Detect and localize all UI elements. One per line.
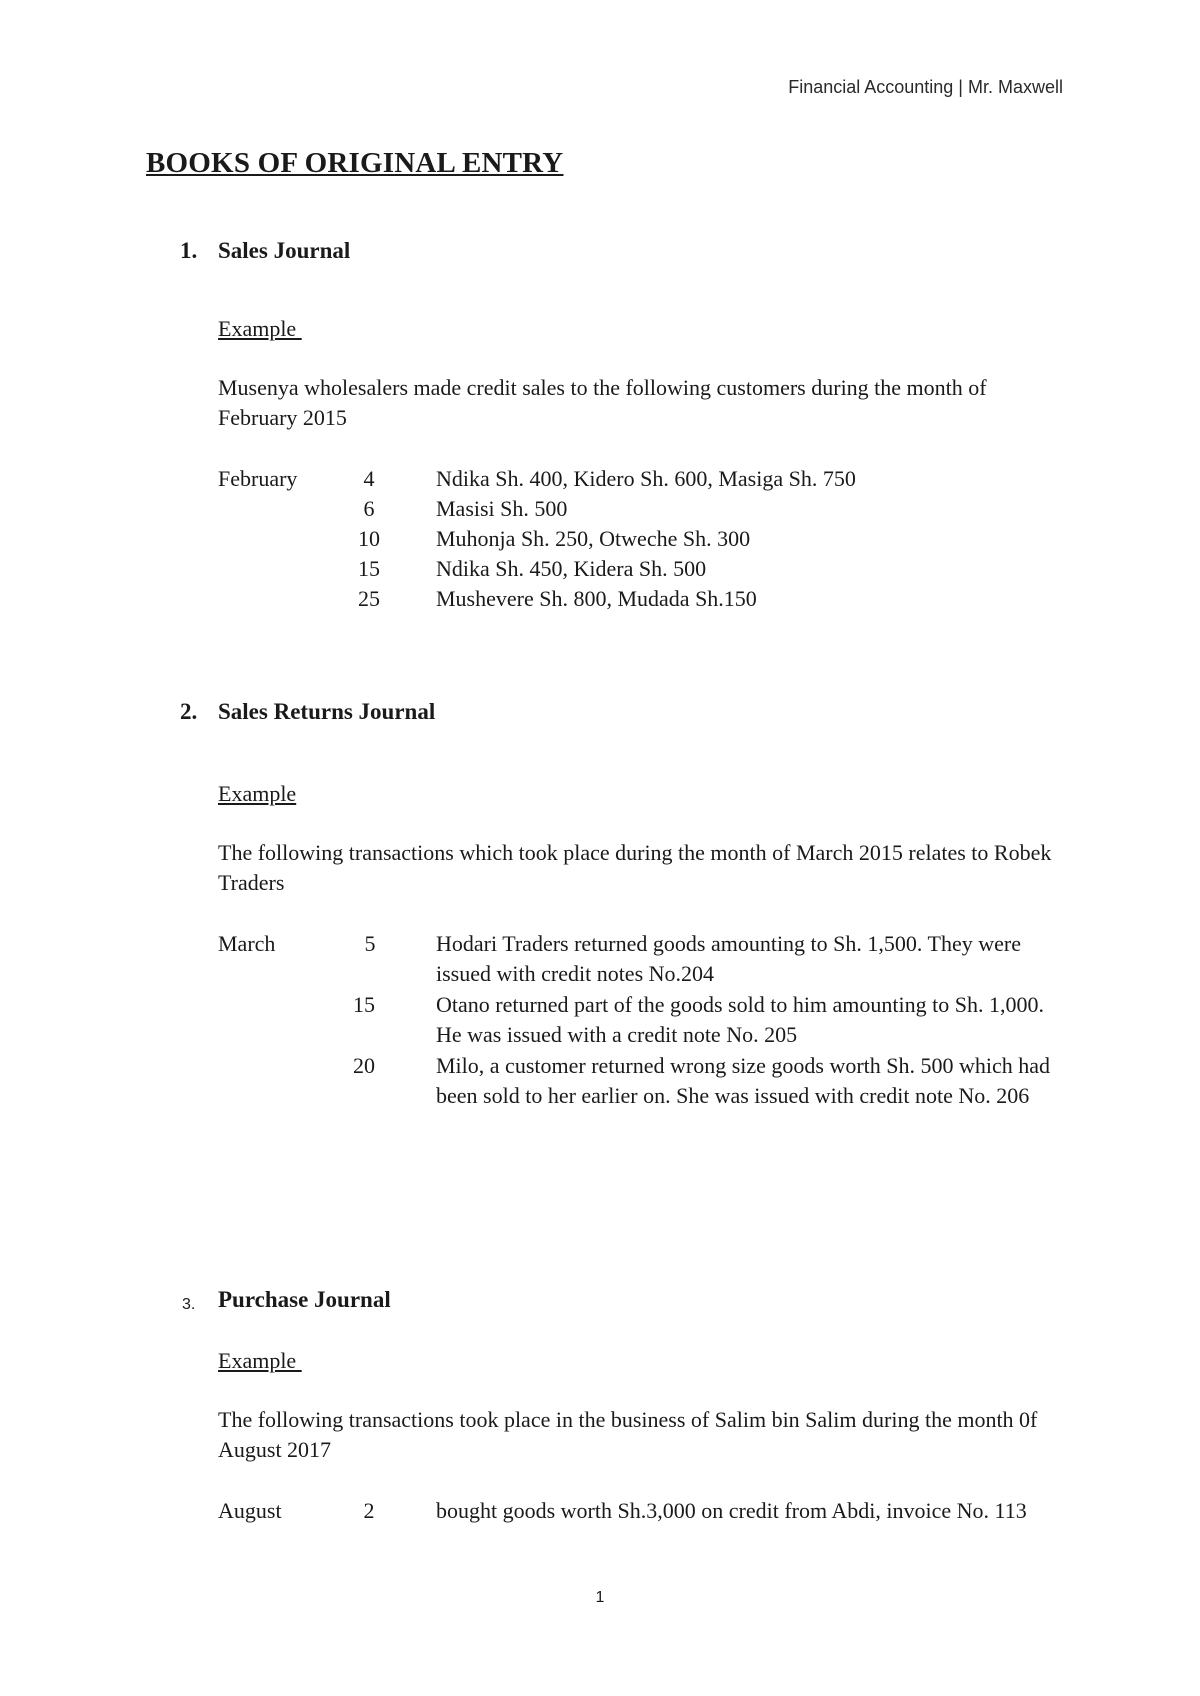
- entry-month: August: [218, 1498, 282, 1523]
- entry-text: Hodari Traders returned goods amounting to Sh. 1,500. They were issued with credit notes No.204: [436, 931, 1021, 986]
- entry-month: March: [218, 931, 276, 956]
- entry-text: Mushevere Sh. 800, Mudada Sh.150: [436, 586, 757, 611]
- section-number: 1.: [180, 238, 198, 263]
- entry-text: Milo, a customer returned wrong size goods worth Sh. 500 which had been sold to her earlier on. She was issued with credit note No. 206: [436, 1053, 1051, 1108]
- entry-day: 10: [358, 526, 380, 551]
- entry-text: Muhonja Sh. 250, Otweche Sh. 300: [436, 526, 751, 551]
- document-title: BOOKS OF ORIGINAL ENTRY: [146, 147, 564, 179]
- example-label: Example: [218, 781, 297, 806]
- section-title: Purchase Journal: [218, 1287, 391, 1312]
- page-header: Financial Accounting | Mr. Maxwell: [788, 77, 1063, 97]
- entry-day: 15: [353, 992, 375, 1017]
- section-number: 3.: [182, 1296, 196, 1313]
- section-title: Sales Journal: [218, 238, 351, 263]
- entry-day: 20: [353, 1053, 375, 1078]
- entry-text: Masisi Sh. 500: [436, 496, 568, 521]
- entry-day: 15: [358, 556, 380, 581]
- section-title: Sales Returns Journal: [218, 699, 436, 724]
- entry-text: Ndika Sh. 400, Kidero Sh. 600, Masiga Sh. 750: [436, 466, 856, 491]
- section-number: 2.: [180, 699, 198, 724]
- entry-text: Otano returned part of the goods sold to him amounting to Sh. 1,000. He was issued with a credit note No. 205: [436, 992, 1044, 1047]
- entry-day: 5: [364, 931, 376, 956]
- section-intro: The following transactions took place in the business of Salim bin Salim during the month 0f August 2017: [218, 1407, 1038, 1462]
- section-intro: The following transactions which took place during the month of March 2015 relates to Robek Traders: [218, 840, 1052, 895]
- entry-month: February: [218, 466, 298, 491]
- entry-day: 25: [358, 586, 380, 611]
- entry-text: bought goods worth Sh.3,000 on credit from Abdi, invoice No. 113: [436, 1498, 1027, 1523]
- example-label: Example: [218, 316, 302, 341]
- section-intro: Musenya wholesalers made credit sales to the following customers during the month of February 2015: [218, 375, 987, 430]
- entry-text: Ndika Sh. 450, Kidera Sh. 500: [436, 556, 707, 581]
- entry-day: 6: [363, 496, 375, 521]
- entry-day: 2: [363, 1498, 375, 1523]
- page-number: 1: [595, 1589, 605, 1606]
- entry-day: 4: [363, 466, 375, 491]
- example-label: Example: [218, 1348, 302, 1373]
